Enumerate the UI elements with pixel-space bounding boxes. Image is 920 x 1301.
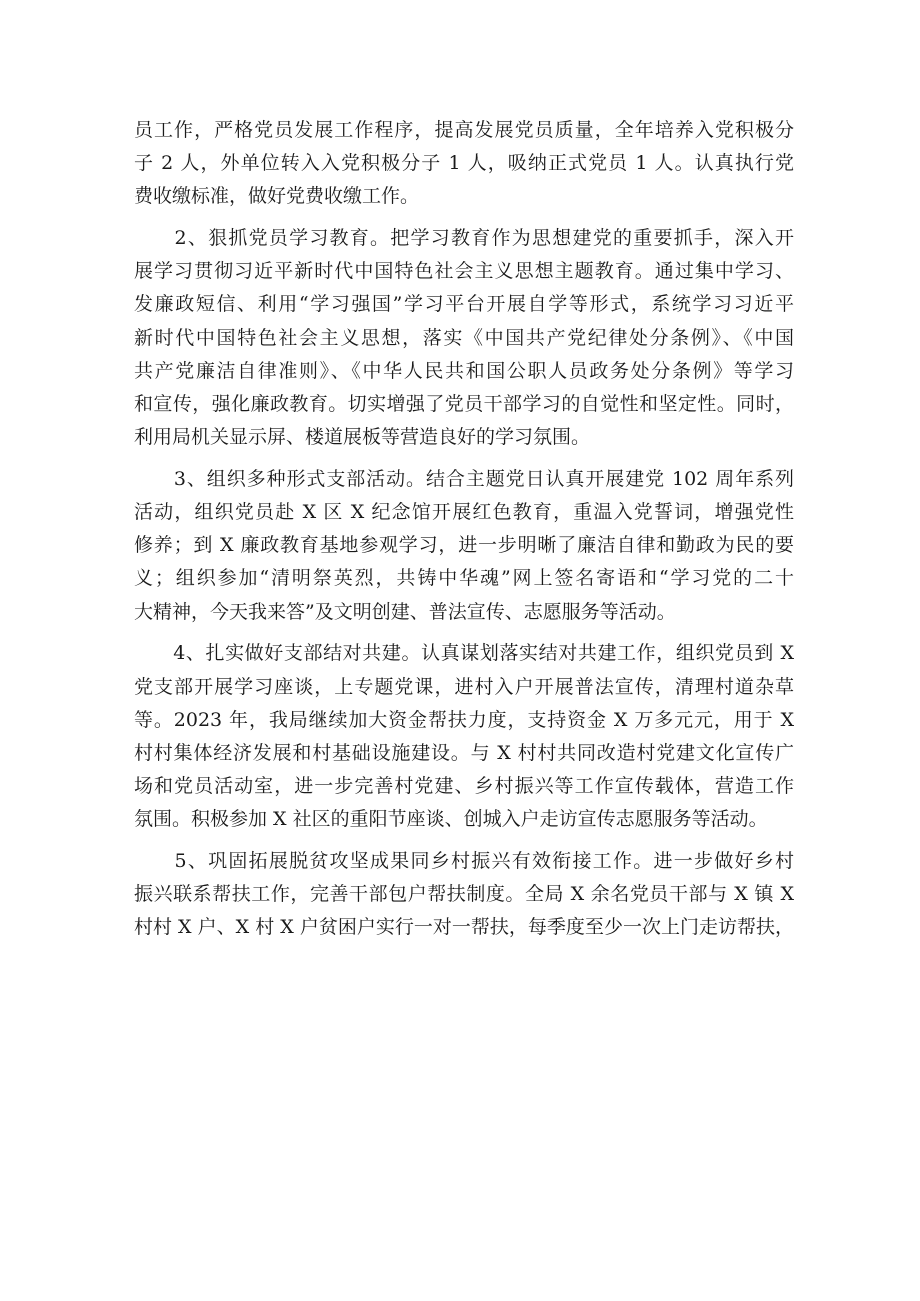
paragraph-item-4 [134,637,794,836]
text-line: 发廉政短信、利用“学习强国”学习平台开展自学等形式，系统学习习近平 [134,293,794,316]
text-line: 振兴联系帮扶工作，完善干部包户帮扶制度。全局 X 余名党员干部与 X 镇 X [134,883,794,906]
paragraph-item-5 [134,845,794,945]
text-line: 村村 X 户、X 村 X 户贫困户实行一对一帮扶，每季度至少一次上门走访帮扶， [134,916,794,939]
text-line: 氛围。积极参加 X 社区的重阳节座谈、创城入户走访宣传志愿服务等活动。 [134,808,768,831]
text-line: 共产党廉洁自律准则》、《中华人民共和国公职人员政务处分条例》等学习 [134,359,794,382]
document-body [134,114,794,953]
text-line: 新时代中国特色社会主义思想，落实《中国共产党纪律处分条例》、《中国 [134,326,794,349]
text-line: 2、狠抓党员学习教育。把学习教育作为思想建党的重要抓手，深入开 [134,227,794,250]
text-line: 大精神，今天我来答”及文明创建、普法宣传、志愿服务等活动。 [134,600,676,623]
text-line: 修养；到 X 廉政教育基地参观学习，进一步明晰了廉洁自律和勤政为民的要 [134,534,794,557]
text-line: 场和党员活动室，进一步完善村党建、乡村振兴等工作宣传载体，营造工作 [134,775,794,798]
paragraph-item-3 [134,463,794,629]
text-line: 5、巩固拓展脱贫攻坚成果同乡村振兴有效衔接工作。进一步做好乡村 [134,849,794,872]
text-line: 子 2 人，外单位转入入党积极分子 1 人，吸纳正式党员 1 人。认真执行党 [134,152,794,175]
text-line: 活动，组织党员赴 X 区 X 纪念馆开展红色教育，重温入党誓词，增强党性 [134,501,794,524]
text-line: 4、扎实做好支部结对共建。认真谋划落实结对共建工作，组织党员到 X [134,642,794,665]
text-line: 党支部开展学习座谈，上专题党课，进村入户开展普法宣传，清理村道杂草 [134,675,794,698]
text-line: 展学习贯彻习近平新时代中国特色社会主义思想主题教育。通过集中学习、 [134,260,794,283]
paragraph-continuation [134,114,794,214]
text-line: 等。2023 年，我局继续加大资金帮扶力度，支持资金 X 万多元元，用于 X [134,708,794,731]
text-line: 和宣传，强化廉政教育。切实增强了党员干部学习的自觉性和坚定性。同时， [134,393,794,415]
text-line: 利用局机关显示屏、楼道展板等营造良好的学习氛围。 [134,426,591,449]
text-line: 3、组织多种形式支部活动。结合主题党日认真开展建党 102 周年系列 [134,467,794,490]
text-line: 村村集体经济发展和村基础设施建设。与 X 村村共同改造村党建文化宣传广 [134,741,794,764]
text-line: 费收缴标准，做好党费收缴工作。 [134,185,420,208]
text-line: 员工作，严格党员发展工作程序，提高发展党员质量，全年培养入党积极分 [134,119,794,141]
paragraph-item-2 [134,222,794,454]
text-line: 义；组织参加“清明祭英烈，共铸中华魂”网上签名寄语和“学习党的二十 [134,567,794,590]
